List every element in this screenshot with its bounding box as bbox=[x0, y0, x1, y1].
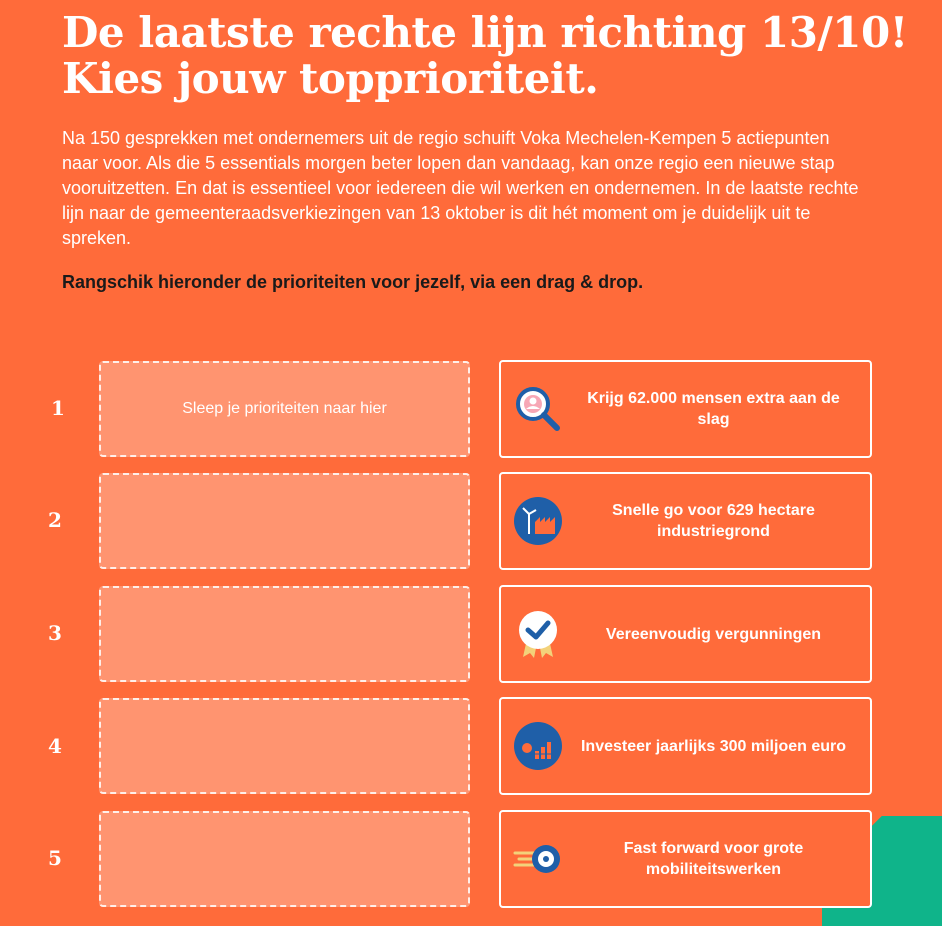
drop-zone-4[interactable] bbox=[99, 698, 470, 794]
rank-number: 2 bbox=[48, 508, 62, 532]
factory-windmill-icon bbox=[513, 496, 563, 546]
rank-number: 3 bbox=[48, 621, 62, 645]
priority-label: Investeer jaarlijks 300 miljoen euro bbox=[580, 737, 847, 755]
drop-zone-placeholder: Sleep je prioriteiten naar hier bbox=[182, 400, 387, 417]
priority-label: Krijg 62.000 mensen extra aan de slag bbox=[587, 390, 840, 428]
drop-zone-3[interactable] bbox=[99, 586, 470, 682]
priority-card-jobs[interactable] bbox=[499, 360, 872, 458]
intro-text: Na 150 gesprekken met ondernemers uit de regio schuift Voka Mechelen-Kempen 5 actiepunten naar voor. Als die 5 essentials morgen beter lopen dan vandaag, kan onze regio een nieuwe stap vooruitzetten. En dat is essentieel voor iedereen die wil werken en ondernemen. In de laatste rechte lijn naar de gemeenteraadsverkiezingen van 13 oktober is dit hét moment om je duidelijk uit te spreken. bbox=[62, 128, 859, 248]
page-title bbox=[62, 10, 922, 102]
priority-label: Vereenvoudig vergunningen bbox=[605, 625, 822, 643]
drop-zone-1[interactable] bbox=[99, 361, 470, 457]
priority-card-permits[interactable] bbox=[499, 585, 872, 683]
priority-card-invest[interactable] bbox=[499, 697, 872, 795]
drop-zone-2[interactable] bbox=[99, 473, 470, 569]
title-line-1: De laatste rechte lijn richting 13/10! bbox=[62, 8, 908, 57]
fast-wheel-icon bbox=[513, 834, 563, 884]
instruction-text: Rangschik hieronder de prioriteiten voor jezelf, via een drag & drop. bbox=[62, 272, 644, 292]
rank-number: 4 bbox=[48, 734, 62, 758]
rank-number: 5 bbox=[48, 846, 62, 870]
award-check-icon bbox=[513, 609, 563, 659]
priority-label: Fast forward voor grote mobiliteitswerken bbox=[623, 840, 804, 878]
title-line-2: Kies jouw topprioriteit. bbox=[62, 54, 599, 103]
drop-zone-5[interactable] bbox=[99, 811, 470, 907]
coins-chart-icon bbox=[513, 721, 563, 771]
magnifier-person-icon bbox=[513, 384, 563, 434]
rank-number: 1 bbox=[51, 396, 65, 420]
priority-card-industry[interactable] bbox=[499, 472, 872, 570]
priority-label: Snelle go voor 629 hectare industriegrond bbox=[612, 502, 815, 540]
priority-card-mobility[interactable] bbox=[499, 810, 872, 908]
